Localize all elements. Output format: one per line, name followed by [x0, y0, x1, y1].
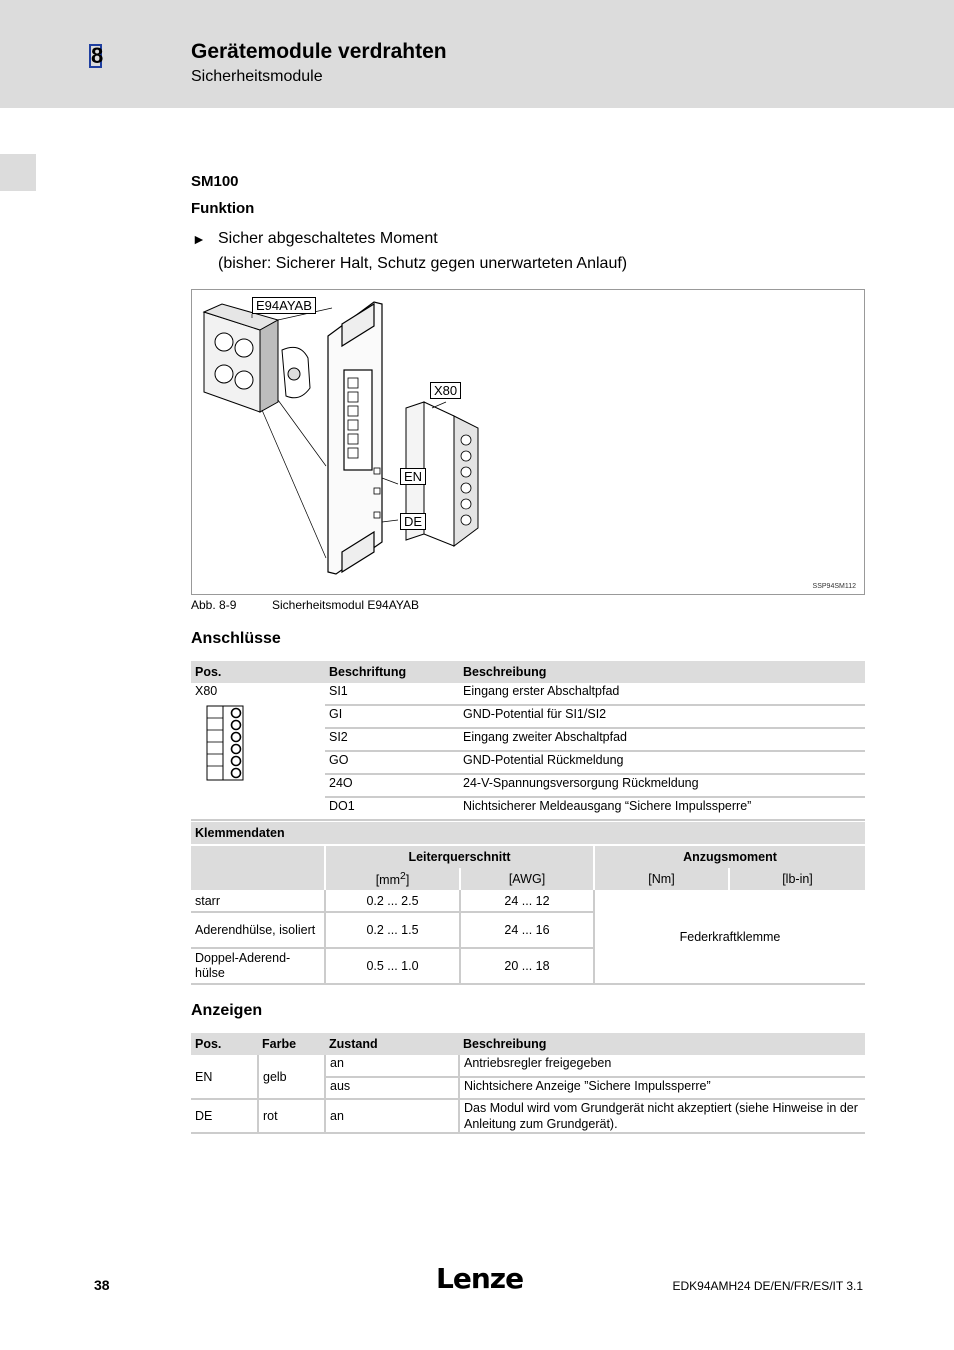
lenze-logo: Lenze [436, 1262, 524, 1295]
col-label: Beschriftung [325, 661, 459, 683]
table-row [191, 1099, 865, 1133]
connector-pos-cell [191, 683, 325, 820]
led-state-cell: an [325, 1099, 459, 1133]
spring-terminal-cell: Federkraftklemme [594, 890, 865, 984]
connector-pos: X80 [195, 684, 218, 698]
col-description: Beschreibung [459, 661, 865, 683]
table-row [191, 683, 865, 705]
col-description: Beschreibung [459, 1033, 865, 1055]
label-cell: GI [325, 705, 459, 728]
led-description-cell: Antriebsregler freigegeben [459, 1055, 865, 1077]
indicators-table [191, 1033, 865, 1134]
bullet-arrow-icon: ► [192, 231, 206, 247]
description-cell: Nichtsicherer Meldeausgang “Sichere Impulssperre” [459, 797, 865, 820]
led-color-cell: gelb [258, 1055, 325, 1099]
group-cross-section: Leiterquerschnitt [325, 845, 594, 868]
label-cell: GO [325, 751, 459, 774]
module-figure [191, 289, 865, 595]
figure-caption-label: Abb. 8-9 [191, 598, 237, 612]
group-torque: Anzugsmoment [594, 845, 865, 868]
callout-led-de: DE [400, 513, 426, 530]
label-cell: 24O [325, 774, 459, 797]
led-pos-cell: DE [191, 1099, 258, 1133]
col-pos: Pos. [191, 661, 325, 683]
empty-header [191, 845, 325, 890]
anzeigen-heading: Anzeigen [191, 1002, 263, 1019]
led-description-cell: Das Modul wird vom Grundgerät nicht akzeptiert (siehe Hinweise in der Anleitung zum Grundgerät). [459, 1099, 865, 1133]
col-color: Farbe [258, 1033, 325, 1055]
awg-cell: 24 ... 16 [460, 912, 594, 948]
label-cell: DO1 [325, 797, 459, 820]
page-number: 38 [94, 1277, 110, 1293]
figure-caption-text: Sicherheitsmodul E94AYAB [272, 598, 419, 612]
description-cell: GND-Potential für SI1/SI2 [459, 705, 865, 728]
awg-cell: 20 ... 18 [460, 948, 594, 984]
col-state: Zustand [325, 1033, 459, 1055]
anschluesse-heading: Anschlüsse [191, 630, 281, 647]
mm2-cell: 0.2 ... 2.5 [325, 890, 460, 912]
awg-cell: 24 ... 12 [460, 890, 594, 912]
label-cell: SI1 [325, 683, 459, 705]
document-code: EDK94AMH24 DE/EN/FR/ES/IT 3.1 [672, 1279, 863, 1293]
unit-awg: [AWG] [460, 868, 594, 890]
led-description-cell: Nichtsichere Anzeige ”Sichere Impulssperre” [459, 1077, 865, 1099]
page-title: Gerätemodule verdrahten [191, 40, 447, 63]
led-state-cell: aus [325, 1077, 459, 1099]
terminal-data-title: Klemmendaten [191, 822, 865, 845]
callout-module: E94AYAB [252, 297, 316, 314]
unit-lbin: [lb-in] [729, 868, 865, 890]
unit-mm2: $[mm^2]$ [325, 868, 460, 890]
label-cell: SI2 [325, 728, 459, 751]
chapter-side-tab [0, 154, 36, 191]
terminal-data-table [191, 822, 865, 985]
page-subtitle: Sicherheitsmodule [191, 68, 323, 85]
callout-led-en: EN [400, 468, 426, 485]
callout-connector-x80: X80 [430, 382, 461, 399]
conductor-type-cell: starr [191, 890, 325, 912]
description-cell: 24-V-Spannungsversorgung Rückmeldung [459, 774, 865, 797]
description-cell: Eingang zweiter Abschaltpfad [459, 728, 865, 751]
terminal-strip-icon [203, 704, 249, 784]
conductor-type-cell: Doppel-Aderend-hülse [191, 948, 325, 984]
mm2-cell: 0.2 ... 1.5 [325, 912, 460, 948]
led-color-cell: rot [258, 1099, 325, 1133]
conductor-type-cell: Aderendhülse, isoliert [191, 912, 325, 948]
description-cell: Eingang erster Abschaltpfad [459, 683, 865, 705]
module-drawing [192, 290, 864, 594]
page-header [0, 0, 954, 108]
function-bullet-note: (bisher: Sicherer Halt, Schutz gegen unerwarteten Anlauf) [218, 255, 628, 272]
function-heading: Funktion [191, 200, 255, 217]
table-row [191, 1055, 865, 1077]
led-pos-cell: EN [191, 1055, 258, 1099]
mm2-cell: 0.5 ... 1.0 [325, 948, 460, 984]
section-model-heading: SM100 [191, 173, 239, 190]
description-cell: GND-Potential Rückmeldung [459, 751, 865, 774]
col-pos: Pos. [191, 1033, 258, 1055]
function-bullet-text: Sicher abgeschaltetes Moment [218, 230, 438, 247]
led-state-cell: an [325, 1055, 459, 1077]
table-row [191, 890, 865, 912]
connections-table [191, 661, 865, 821]
chapter-number: 8 [91, 43, 104, 68]
unit-nm: [Nm] [594, 868, 729, 890]
figure-image-code: SSP94SM112 [812, 583, 856, 590]
